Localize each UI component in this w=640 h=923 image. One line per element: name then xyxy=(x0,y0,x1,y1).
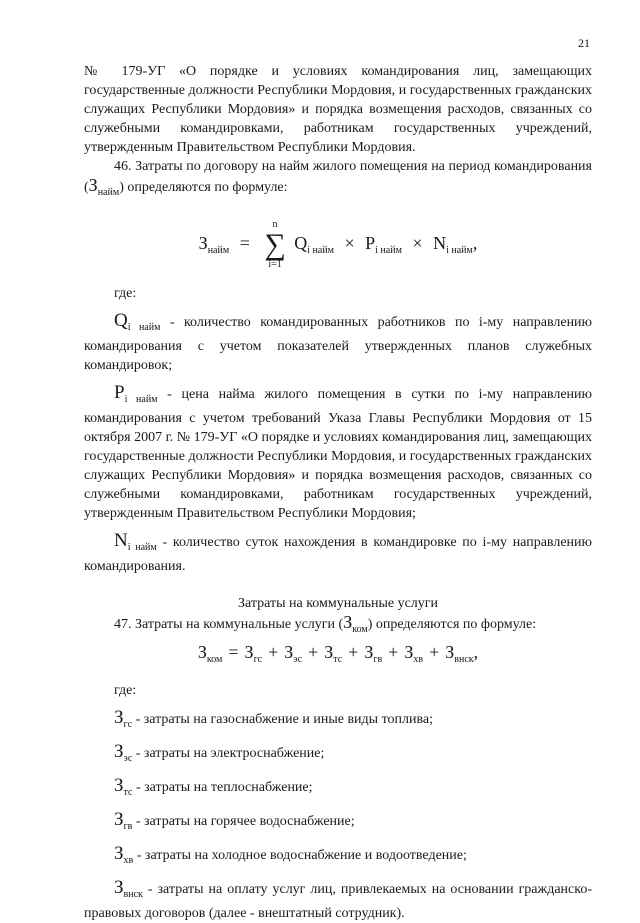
intro-paragraph: № 179-УГ «О порядке и условиях командирования лиц, замещающих государственные должности Республики Мордовия, и государственных гражданских служащих Республики Мордовия» и порядка возмещения расходов, связанных со служебными командировками, работникам государственных учреждений, утвержденным Правительством Республики Мордовия. xyxy=(84,64,592,155)
paragraph-47: 47. Затраты на коммунальные услуги $(З_{ком})$ определяются по формуле: xyxy=(114,612,537,635)
formula-47: $З_{ком} = З_{гс} + З_{эс} + З_{тс} + З_{гв} + З_{хв} + З_{внск}$, xyxy=(197,642,479,665)
def-item: $З_{гв}$ - затраты на горячее водоснабжение; xyxy=(114,809,355,832)
page-number: 21 xyxy=(578,36,590,50)
section-title: Затраты на коммунальные услуги xyxy=(237,596,439,611)
definitions-47 xyxy=(84,700,592,923)
where-label-47: где: xyxy=(114,683,137,698)
def-item: $З_{тс}$ - затраты на теплоснабжение; xyxy=(114,775,313,798)
formula-term: $З_{эс}$ xyxy=(284,642,303,665)
def-q: $Q_{i найм}$ - количество командированных работников по i-му направлению командирования с учетом показателей утвержденных планов служебных командировок; xyxy=(84,310,593,373)
formula-46: $З_{найм} = n$ ∑ i=1 $Q_{i найм} \times P_{i найм} \times N_{i найм}$, xyxy=(198,219,478,270)
formula-term: $З_{гс}$ xyxy=(244,642,263,665)
formula-term: $З_{хв}$ xyxy=(404,642,424,665)
paragraph-46: 46. Затраты по договору на найм жилого помещения на период командирования $(З_{найм})$ определяются по формуле: xyxy=(84,159,592,198)
sum-operator: n ∑ i=1 xyxy=(264,219,286,270)
def-item: $З_{эс}$ - затраты на электроснабжение; xyxy=(114,741,325,764)
def-n: $N_{i найм}$ - количество суток нахождения в командировке по i-му направлению командирования. xyxy=(84,530,592,574)
formula-term: $З_{гв}$ xyxy=(364,642,383,665)
document-body xyxy=(84,62,592,923)
where-label-46: где: xyxy=(114,286,137,301)
formula-term: $З_{внск}$ xyxy=(445,642,474,665)
def-item: $З_{хв}$ - затраты на холодное водоснабжение и водоотведение; xyxy=(114,843,467,866)
def-item: $З_{гс}$ - затраты на газоснабжение и иные виды топлива; xyxy=(114,707,434,730)
def-p: $P_{i найм}$ - цена найма жилого помещения в сутки по i-му направлению командирования с учетом требований Указа Главы Республики Мордовия от 15 октября 2007 г. № 179-УГ «О порядке и условиях командирования лиц, замещающих государственные должности Республики Мордовия, и государственных гражданских служащих Республики Мордовия» и порядка возмещения расходов, связанных со служебными командировками, работникам государственных учреждений, утвержденным Правительством Республики Мордовия; xyxy=(84,382,592,521)
formula-term: $З_{тс}$ xyxy=(324,642,343,665)
def-item: $З_{внск}$ - затраты на оплату услуг лиц, привлекаемых на основании гражданско-правовых договоров (далее - внештатный сотрудник). xyxy=(84,877,592,921)
